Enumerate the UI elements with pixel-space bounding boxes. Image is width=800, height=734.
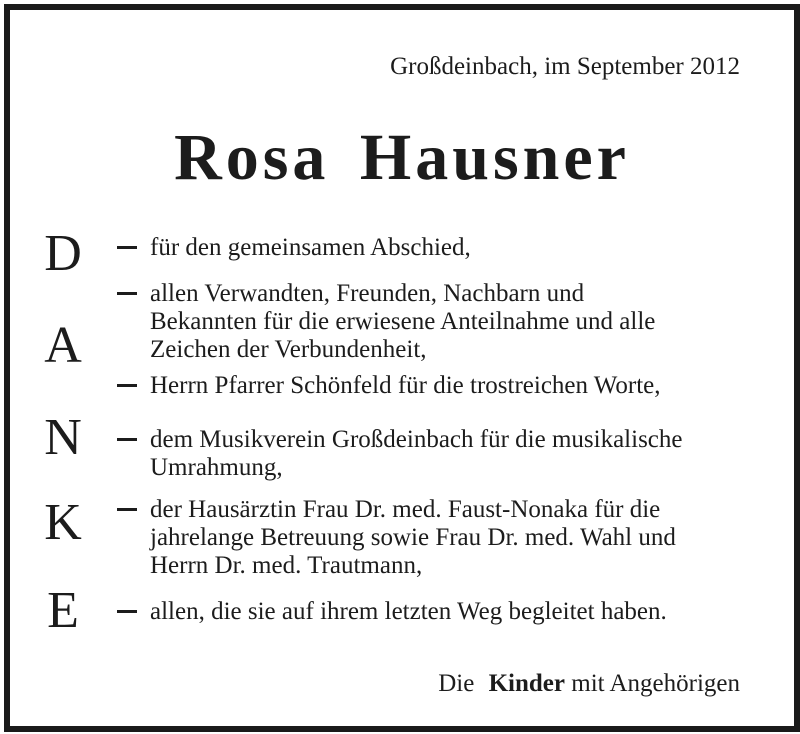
signoff-prefix: Die <box>438 670 475 697</box>
item-dash <box>117 508 137 511</box>
item-1-line-1: für den gemeinsamen Abschied, <box>150 234 471 261</box>
item-5-line-2: jahrelange Betreuung sowie Frau Dr. med. Wahl und <box>150 524 676 551</box>
item-4-line-1: dem Musikverein Großdeinbach für die musikalische <box>150 426 683 453</box>
signoff-suffix: mit Angehörigen <box>571 670 740 697</box>
dateline: Großdeinbach, im September 2012 <box>390 53 740 80</box>
item-dash <box>117 610 137 613</box>
item-6-line-1: allen, die sie auf ihrem letzten Weg begleitet haben. <box>150 598 667 625</box>
item-2-line-1: allen Verwandten, Freunden, Nachbarn und <box>150 280 585 307</box>
item-dash <box>117 292 137 295</box>
item-dash <box>117 384 137 387</box>
item-2-line-3: Zeichen der Verbundenheit, <box>150 336 427 363</box>
item-3-line-1: Herrn Pfarrer Schönfeld für die trostreichen Worte, <box>150 372 661 399</box>
signoff-emphasis: Kinder <box>488 670 566 697</box>
item-dash <box>117 246 137 249</box>
item-4-line-2: Umrahmung, <box>150 454 283 481</box>
item-dash <box>117 438 137 441</box>
deceased-name: Rosa Hausner <box>174 121 630 194</box>
danke-letter-k: K <box>44 494 82 551</box>
danke-letter-n: N <box>44 409 82 466</box>
danke-letter-a: A <box>44 317 82 374</box>
signoff <box>438 669 740 699</box>
notice-frame <box>4 4 800 732</box>
item-2-line-2: Bekannten für die erwiesene Anteilnahme und alle <box>150 308 656 335</box>
item-5-line-1: der Hausärztin Frau Dr. med. Faust-Nonaka für die <box>150 496 661 523</box>
danke-letter-d: D <box>44 225 82 282</box>
item-5-line-3: Herrn Dr. med. Trautmann, <box>150 552 423 579</box>
danke-letter-e: E <box>47 582 79 639</box>
